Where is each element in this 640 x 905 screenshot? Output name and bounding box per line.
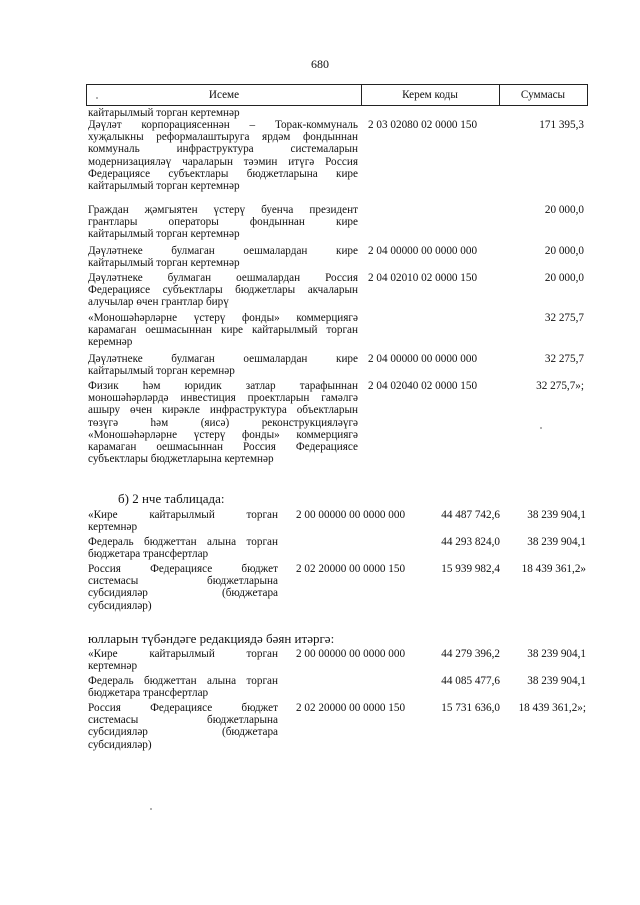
row-sum: 20 000,0 bbox=[544, 204, 584, 216]
row-sum: 171 395,3 bbox=[539, 119, 584, 131]
row-sum: 32 275,7 bbox=[544, 353, 584, 365]
row-name: Федераль бюджеттан алына торган бюджетара трансфертлар bbox=[88, 675, 278, 700]
row-code: 2 00 00000 00 0000 000 bbox=[296, 509, 406, 521]
header-code: Керем коды bbox=[361, 85, 500, 105]
section-b-heading: б) 2 нче таблицада: bbox=[118, 491, 225, 506]
row-value-2: 38 239 904,1 bbox=[527, 675, 586, 687]
scan-speck bbox=[540, 427, 542, 429]
row-value-2: 18 439 361,2» bbox=[521, 563, 586, 575]
row-code: 2 00 00000 00 0000 000 bbox=[296, 648, 406, 660]
row-value-1: 15 731 636,0 bbox=[441, 702, 500, 714]
row-name: Россия Федерациясе бюджет системасы бюджетларына субсидияләр (бюджетара субсидияләр) bbox=[88, 563, 278, 612]
row-name: «Кире кайтарылмый торган кертемнәр bbox=[88, 509, 278, 534]
row-code: 2 03 02080 02 0000 150 bbox=[368, 119, 478, 131]
row-value-2: 38 239 904,1 bbox=[527, 536, 586, 548]
row-code: 2 04 00000 00 0000 000 bbox=[368, 353, 478, 365]
row-code: 2 02 20000 00 0000 150 bbox=[296, 702, 406, 714]
page-number: 680 bbox=[311, 57, 329, 71]
continuation-line: кайтарылмый торган кертемнәр bbox=[88, 107, 240, 119]
row-name: Дәүләтнеке булмаган оешмалардан кире кайтарылмый торган керемнәр bbox=[88, 353, 358, 378]
row-name: Россия Федерациясе бюджет системасы бюджетларына субсидияләр (бюджетара субсидияләр) bbox=[88, 702, 278, 751]
row-name: Физик һәм юридик затлар тарафыннан моношәһәрләрдә инвестиция проектларын гамәлгә ашыру өчен кирәкле инфраструктура объектларын төзүгә һәм (яисә) реконструкцияләүгә «Моношәһәрләрне үстерү фонды» коммерциягә карамаган оешмасыннан Россия Федерациясе субъектлары бюджетларына кертемнәр bbox=[88, 380, 358, 466]
header-name: Исеме bbox=[87, 85, 362, 105]
row-sum: 32 275,7»; bbox=[536, 380, 584, 392]
scan-speck bbox=[96, 97, 98, 99]
row-value-1: 44 487 742,6 bbox=[441, 509, 500, 521]
row-sum: 32 275,7 bbox=[544, 312, 584, 324]
row-name: «Моношәһәрләрне үстерү фонды» коммерциягә карамаган оешмасыннан кире кайтарылмый торган керемнәр bbox=[88, 312, 358, 349]
row-name: Федераль бюджеттан алына торган бюджетара трансфертлар bbox=[88, 536, 278, 561]
row-name: Дәүләт корпорациясеннән – Торак-коммуналь хуҗалыкны реформалаштыруга ярдәм фондыннан коммуналь инфраструктура системаларын модернизацияләү чараларын тәэмин итүгә Россия Федерациясе субъектлары бюджетларына кире кайтарылмый торган кертемнәр bbox=[88, 119, 358, 193]
row-value-1: 44 085 477,6 bbox=[441, 675, 500, 687]
row-value-1: 44 293 824,0 bbox=[441, 536, 500, 548]
row-name: «Кире кайтарылмый торган кертемнәр bbox=[88, 648, 278, 673]
row-value-1: 15 939 982,4 bbox=[441, 563, 500, 575]
row-value-1: 44 279 396,2 bbox=[441, 648, 500, 660]
row-code: 2 04 02040 02 0000 150 bbox=[368, 380, 478, 392]
row-value-2: 38 239 904,1 bbox=[527, 648, 586, 660]
row-sum: 20 000,0 bbox=[544, 245, 584, 257]
row-sum: 20 000,0 bbox=[544, 272, 584, 284]
row-value-2: 18 439 361,2»; bbox=[518, 702, 586, 714]
row-code: 2 04 02010 02 0000 150 bbox=[368, 272, 478, 284]
row-name: Дәүләтнеке булмаган оешмалардан Россия Федерациясе субъектлары бюджетлары акчаларын алучылар өчен грантлар бирү bbox=[88, 272, 358, 309]
row-code: 2 04 00000 00 0000 000 bbox=[368, 245, 478, 257]
section-c-heading: юлларын түбәндәге редакциядә бәян итәргә: bbox=[88, 631, 335, 646]
header-sum: Суммасы bbox=[520, 89, 566, 101]
scan-speck bbox=[150, 808, 152, 810]
table-header bbox=[86, 84, 588, 106]
row-code: 2 02 20000 00 0000 150 bbox=[296, 563, 406, 575]
row-value-2: 38 239 904,1 bbox=[527, 509, 586, 521]
row-name: Дәүләтнеке булмаган оешмалардан кире кайтарылмый торган кертемнәр bbox=[88, 245, 358, 270]
row-name: Граждан җәмгыятен үстерү буенча президент грантлары операторы фондыннан кире кайтарылмый торган кертемнәр bbox=[88, 204, 358, 241]
